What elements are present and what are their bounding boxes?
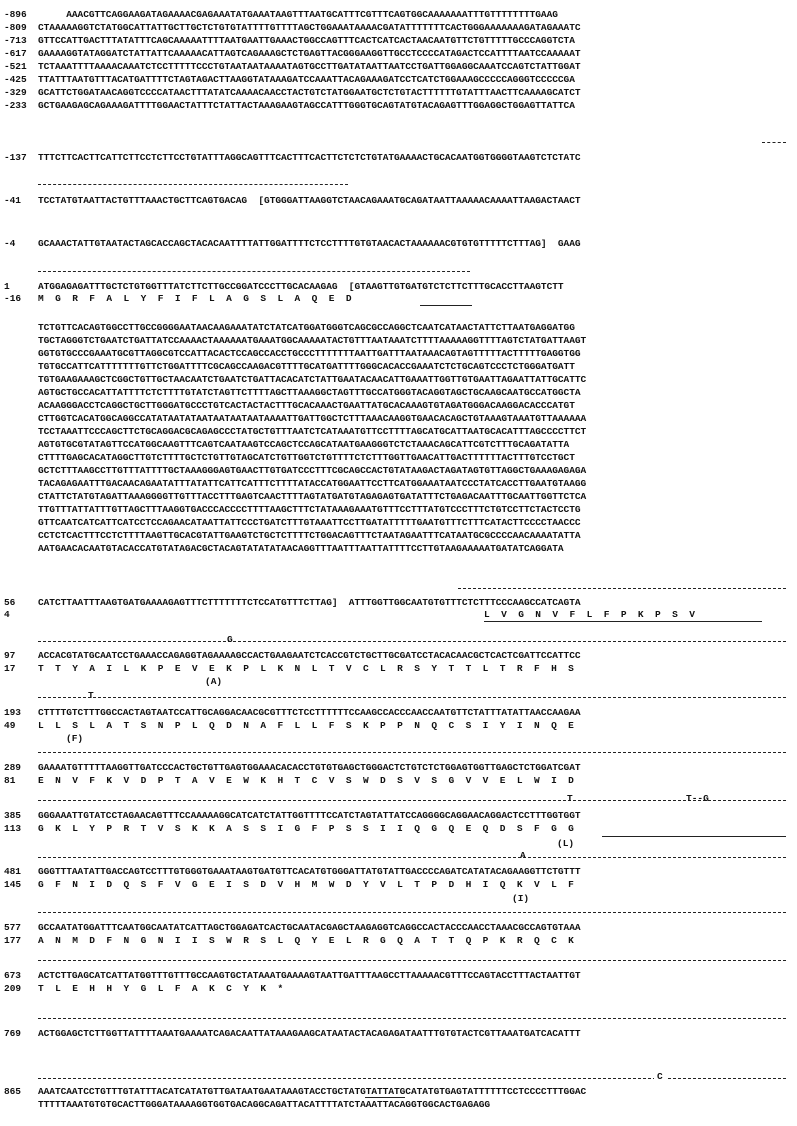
seq-line: -41 TCCTATGTAATTACTGTTTAAACTGCTTCAGTGACAG [GTGGGATTAAGGTCTAACAGAAATGCAGATAATTAAAAACAAAATTAAGACTAACT [4,195,581,206]
dashed-underline [762,142,786,143]
seq-line: 865 AAATCAATCCTGTTTGTATTTACATCATATGTTGATAATGAATAAAGTACCTGCTATGTATTATGCATATGTGAGTATTTTTTCCTCCCCTTTGGAC [4,1086,587,1097]
aa-line: 17 T T Y A I L K P E V E K P L K N L T V C L R S Y T T L T R F H S [4,663,574,674]
aa-line: 209 T L E H H Y G L F A K C Y K * [4,983,284,994]
seq-line: GTTCAATCATCATTCATCCTCCAGAACATAATTATTCCCTGATCTTTGTAAATTCCTTGATATTTTTGAATGTTTCTTTCATACTTCCCCTAACCC [38,517,581,528]
seq-line: TCCTAAATTCCCAGCTTCTGCAGGACGCAGAGCCCTATGCTGTTTAATCTCATAAATGTTCCTTTTAGCATGCATTAATGCACATTTAGCCCCTTCT [38,426,587,437]
mutation-marker: T [567,793,573,804]
seq-line: TCTGTTCACAGTGGCCTTGCCGGGGAATAACAAGAAATATCTATCATGGATGGGTCAGCGCCAGGCTCAATCATAACTATTCTTAATGAGGATGG [38,322,575,333]
seq-line: TTGTTTATTATTTGTTAGCTTTAAGGTGACCCACCCCTTTTAAGCTTTCTATAAAGAAATGTTTCCTTTATGTCCCTTTCTGTCCTTCTACTCCTG [38,504,581,515]
mutation-marker: C [654,1071,666,1082]
dashed-underline [38,800,786,801]
dashed-underline [38,271,470,272]
dashed-underline [38,641,786,642]
seq-line: 769 ACTGGAGCTCTTGGTTATTTTAAATGAAAATCAGACAATTATAAAGAAGCATAATACTACAGAGATAATTTGTGTACTCGTTAAATGATCACATTT [4,1028,581,1039]
variant-tag: (I) [512,893,530,904]
seq-line: 577 GCCAATATGGATTTCAATGGCAATATCATTAGCTGGAGATCACTGCAATACGAGCTAAGAGGTCAGGCCACTACCCAACCTAAACGCCAGTGTAAA [4,922,581,933]
seq-line: TACAGAGAATTTGACAACAGAATATTTATATTCATTCATTTCTTTTATACCATGGAATTCCTTCATGGAAATAATCCCTATCACCTTGAATGTAAGG [38,478,587,489]
seq-line: TGTGAAGAAAGCTCGGCTGTTGCTAACAATCTGAATCTGATTACACATCTATTGAATACAACATTGAAATTGGTTGTGAATTAGAATTATTGCATTC [38,374,587,385]
motif-underline [484,621,762,622]
seq-line: TGTGCCATTCATTTTTTTGTTCTGGATTTTCGCAGCCAAGACGTTTTGCATGATTTTGGGCACACCGAAATCTCTGCAGTCCCTCTGGGATGATT [38,361,575,372]
seq-line: CTTTTGAGCACATAGGCTTGTCTTTTGCTCTGTTGTAGCATCTGTTGGTCTGTTTTCTCTTTGGTTGAACATTGACTTTTTTACTTTGTCCTGCT [38,452,575,463]
mutation-marker: T--G [686,793,709,804]
polya-signal-underline [365,1097,405,1098]
seq-line: -233 GCTGAAGAGCAGAAAGATTTTGGAACTATTTCTATTACTAAAGAAGTAGCCATTTGGGTGCAGTATGTACAGAGTTTGGAGGCTGGAGTTATTCA [4,100,575,111]
dashed-underline [38,697,786,698]
seq-line: 481 GGGTTTAATATTGACCAGTCCTTTGTGGGTGAAATAAGTGATGTTCACATGTGGGATTATGTATTGACCCCAGATCATATACAGAAGGTTCTGTTT [4,866,581,877]
seq-line: GGTGTGCCCGAAATGCGTTAGGCGTCCATTACACTCCAGCCACCTGCCCTTTTTTTAATTGATTTAATAAACAGTAGTTTTTACTTTTTGAGGTGG [38,348,581,359]
seq-line: -896 AAACGTTCAGGAAGATAGAAAACGAGAAATATGAAATAAGTTTAATGCATTTCGTTTCAGTGGCAAAAAAATTTGTTTTTTTTGAAG [4,9,558,20]
aa-line: 145 G F N I D Q S F V G E I S D V H M W D Y V L T P D H I Q K V L F [4,879,574,890]
dashed-underline [38,857,786,858]
seq-line: CTTGGTCACATGGCAGGCCATATAATATAATAATAATAATAAAATTGATTGGCTCTTTAAACAAGGTGAACACAGCTGTAAAGTAAATGTTAAAAAA [38,413,587,424]
seq-line: -521 TCTAAATTTTAAAACAAATCTCCTTTTTCCCTGTAATAATAAAATAGTGCCTTGATATAATTAATCCTGATTGGAGGCAAATCCAGTCTATTGGAT [4,61,581,72]
dashed-underline [38,1018,786,1019]
motif-underline [602,836,786,837]
seq-line: TTTTTAAATGTGTGCACTTGGGATAAAAGGTGGTGACAGGCAGATTACATTTTATCTAAATTACAGGTGGCACTGAGAGG [38,1099,491,1110]
aa-line: 113 G K L Y P R T V S K K A S S I G F P S S I I Q G Q E Q D S F G G [4,823,574,834]
seq-line: 1 ATGGAGAGATTTGCTCTGTGGTTTATCTTCTTGCCGGATCCCTTGCACAAGAG [GTAAGTTGTGATGTCTCTTCTTTGCACCTTAAGTCTT [4,281,564,292]
variant-tag: (F) [66,733,84,744]
seq-line: 193 CTTTTGTCTTTGGCCACTAGTAATCCATTGCAGGACAACGCGTTTCTCCTTTTTTCCAAGCCACCCAACCAATGTTCTATTTATATTAACCAAGAA [4,707,581,718]
seq-line: -425 TTATTTAATGTTTACATGATTTTCTAGTAGACTTAAGGTATAAAGATCCAAATTACAGAAAGATCCTCATCTGGAAAGCCCCCAGGGTCCCCCGA [4,74,575,85]
seq-line: -137 TTTCTTCACTTCATTCTTCCTCTTCCTGTATTTAGGCAGTTTCACTTTCACTTCTCTCTGTATGAAAACTGCACAATGGTGGGGTAAGTCTCTATC [4,152,581,163]
seq-line: -617 GAAAAGGTATAGGATCTATTATTCAAAAACATTAGTCAGAAAGCTCTGAGTTACGGGAAGGTTGCCTCCCCATAGACTCCATTTTAATCCAAAAAT [4,48,581,59]
signal-underline [420,305,472,306]
seq-line: -713 GTTCCATTGACTTTATATTTCAGCAAAAATTTTAATGAATTGAAACTGGCCAGTTTCACTCATCACTAACAATGTTCTGTTTTTGCCCAGGTCTA [4,35,575,46]
aa-line: 177 A N M D F N G N I I S W R S L Q Y E L R G Q A T T Q P K R Q C K [4,935,574,946]
mutation-marker: T [88,690,94,701]
variant-tag: (A) [205,676,223,687]
mutation-marker: A [520,850,526,861]
mutation-marker: G [227,634,233,645]
seq-line: ACAAGGGACCTCAGGCTGCTTGGGATGCCCTGTCACTACTACTTTGCACAAACTGAATTATGCACAAAGTGTAGATGGGACAAGGACACCCATGT [38,400,575,411]
dashed-underline [458,588,786,589]
seq-line: AGTGCTGCCACATTATTTTCTCTTTTGTATCTAGTTCTTTTAGCTTAAAGGCTAGTTTGCCATGGGTACAGGTAGCTGCAAGCAATGCCATGGCTA [38,387,581,398]
dashed-underline [38,184,348,185]
seq-line: -809 CTAAAAAGGTCTATGGCATTATTGCTTGCTCTGTGTATTTTGTTTTAGCTGGAAATAAAACGATATTTTTTTCACTGGGAAAAAAAGATAGAAATC [4,22,581,33]
aa-line: -16 M G R F A L Y F I F L A G S L A Q E D [4,293,352,304]
seq-line: CTATTCTATGTAGATTAAAGGGGTTGTTTACCTTTGAGTCAACTTTTAGTATGATGTAGAGAGTGATATTTCTGAGACAATTTGCAATTGGTTCTCA [38,491,587,502]
seq-line: 673 ACTCTTGAGCATCATTATGGTTTGTTTGCCAAGTGCTATAAATGAAAAGTAATTGATTTAAGCCTTAAAAACGTTTCCAGTACCTTTACTAATTGT [4,970,581,981]
dashed-underline [38,1078,786,1079]
aa-line: 4 L V G N V F L F P K P S V [4,609,695,620]
seq-line: AGTGTGCGTATAGTTCCATGGCAAGTTTCAGTCAATAAGTCCAGCTCCAGCATAATGAAGGGTCTCTAAACAGCATTCGTCTTTGCAGATATTA [38,439,570,450]
seq-line: AATGAACACAATGTACACCATGTATAGACGCTACAGTATATATAACAGGTTTAATTTAATTATTTTCCTTGTAAGAAAAATGATATCAGGATA [38,543,564,554]
aa-line: 81 E N V F K V D P T A V E W K H T C V S W D S V S G V V E L W I D [4,775,574,786]
seq-line: CCTCTCACTTTCCTCTTTTAAGTTGCACGTATTGAAGTCTGCTCTTTTCTGGACAGTTTCTAATAGAATTTCATAATGCGCCCCAACAAAATATTA [38,530,581,541]
seq-line: 97 ACCACGTATGCAATCCTGAAACCAGAGGTAGAAAAGCCACTGAAGAATCTCACCGTCTGCTTGCGATCCTACACAACGCTCACTCGATTCCATTCC [4,650,581,661]
seq-line: 56 CATCTTAATTTAAGTGATGAAAAGAGTTTCTTTTTTTCTCCATGTTTCTTAG] ATTTGGTTGGCAATGTGTTTCTCTTTCCCAAGCCATCAGTA [4,597,581,608]
aa-line: 49 L L S L A T S N P L Q D N A F L L F S K P P N Q C S I Y I N Q E [4,720,574,731]
seq-line: 385 GGGAAATTGTATCCTAGAACAGTTTCCAAAAAGGCATCATCTATTGGTTTTCCATCTAGTATTATCCAGGGGCAGGAACAGGACTCCTTTGGTGGT [4,810,581,821]
dashed-underline [38,912,786,913]
dashed-underline [38,752,786,753]
variant-tag: (L) [557,838,575,849]
seq-line: -4 GCAAACTATTGTAATACTAGCACCAGCTACACAATTTTATTGGATTTTCTCCTTTTGTGTAACACTAAAAAACGTGTGTTTTTCTTTAG] GAAG [4,238,581,249]
seq-line: 289 GAAAATGTTTTTAAGGTTGATCCCACTGCTGTTGAGTGGAAACACACCTGTGTGAGCTGGGACTCTGTCTCTGGAGTGGTTGAGCTCTGGATCGAT [4,762,581,773]
seq-line: TGCTAGGGTCTGAATCTGATTATCCAAAACTAAAAAATGAAATGGCAAAAATACTGTTTAATAAATCTTTTAAAAAGGTTTTAGTCTATGATTAAGT [38,335,587,346]
seq-line: GCTCTTTAAGCCTTGTTTATTTTGCTAAAGGGAGTGAACTTGTGATCCCTTTCGCAGCCACTGTATAAGACTAGATAGTGTTAGGCTGAAAGAGAGA [38,465,587,476]
dashed-underline [38,960,786,961]
seq-line: -329 GCATTCTGGATAACAGGTCCCCATAACTTTATATCAAAACAACCTACTGTCTATGGAATGCTCTGTACTTTTTTGTATTTAACTTCAAAAGCATCT [4,87,581,98]
